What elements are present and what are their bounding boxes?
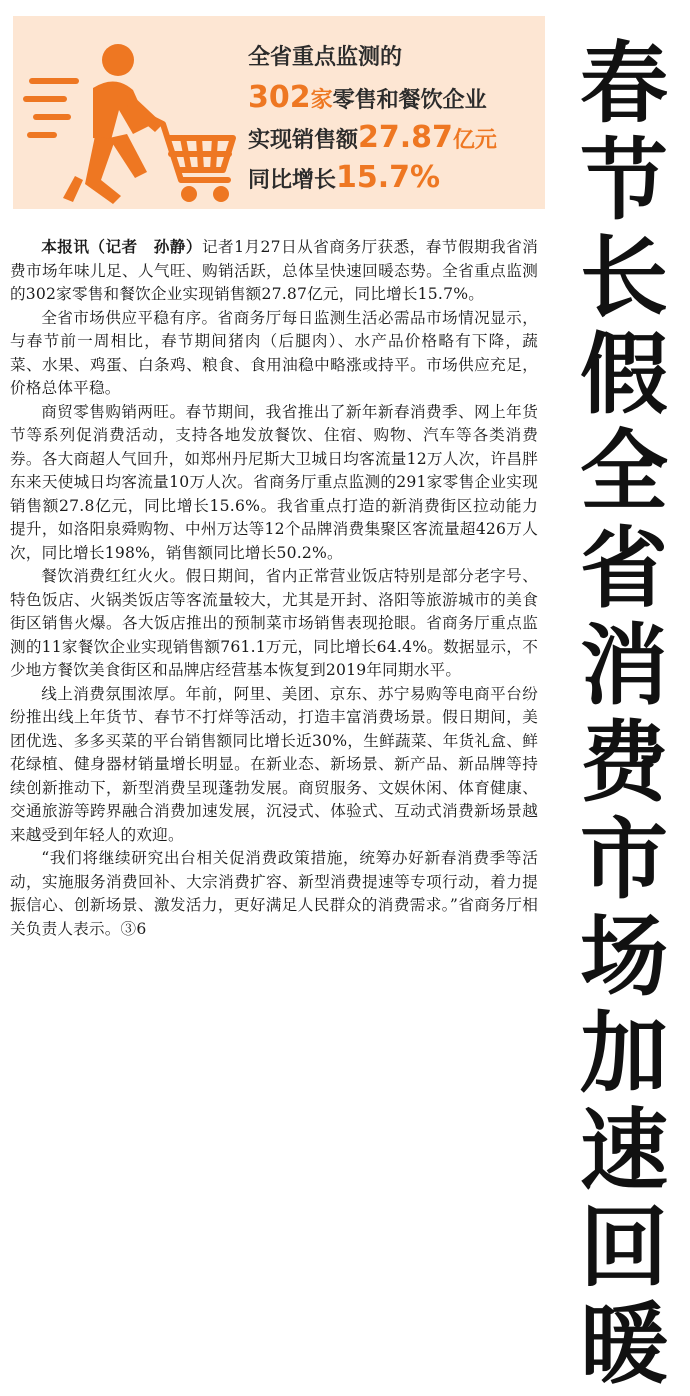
article-paragraph: 餐饮消费红红火火。假日期间，省内正常营业饭店特别是部分老字号、特色饭店、火锅类饭店等客流量较大，尤其是开封、洛阳等旅游城市的美食街区销售火爆。各大饭店推出的预制菜市场销售表现抢眼。省商务厅重点监测的11家餐饮企业实现销售额761.1万元，同比增长64.4%。数据显示，不少地方餐饮美食街区和品牌店经营基本恢复到2019年同期水平。 [10, 567, 538, 679]
headline-char: 回 [579, 1195, 668, 1299]
store-count-unit: 家 [310, 88, 333, 113]
headline-char: 春 [579, 31, 668, 135]
headline-char: 场 [579, 904, 668, 1008]
infobox-line-1: 全省重点监测的 [248, 45, 403, 70]
infobox-line-2: 302家零售和餐饮企业 [248, 80, 487, 115]
article-paragraph: 商贸零售购销两旺。春节期间，我省推出了新年新春消费季、网上年货节等系列促消费活动，支持各地发放餐饮、住宿、购物、汽车等各类消费券。各大商超人气回升，如郑州丹尼斯大卫城日均客流量12万人次，许昌胖东来天使城日均客流量10万人次。省商务厅重点监测的291家零售企业实现销售额27.8亿元，同比增长15.6%。我省重点打造的新消费街区拉动能力提升，如洛阳泉舜购物、中州万达等12个品牌消费集聚区客流量超426万人次，同比增长198%，销售额同比增长50.2%。 [10, 402, 538, 562]
article-paragraph: “我们将继续研究出台相关促消费政策措施，统筹办好新春消费季等活动，实施服务消费回补、大宗消费扩容、新型消费提速等专项行动，着力提振信心、创新场景、激发活力，更好满足人民群众的消费需求。”省商务厅相关负责人表示。③6 [10, 849, 538, 938]
article-paragraph: 全省市场供应平稳有序。省商务厅每日监测生活必需品市场情况显示，与春节前一周相比，春节期间猪肉（后腿肉）、水产品价格略有下降，蔬菜、水果、鸡蛋、白条鸡、粮食、食用油稳中略涨或持平。市场供应充足，价格总体平稳。 [10, 308, 538, 397]
article-paragraph: 本报讯（记者 孙静）记者1月27日从省商务厅获悉，春节假期我省消费市场年味儿足、人气旺、购销活跃，总体呈快速回暖态势。全省重点监测的302家零售和餐饮企业实现销售额27.87亿元，同比增长15.7%。 [10, 238, 538, 303]
headline-char: 费 [579, 710, 668, 814]
store-count: 302 [248, 80, 311, 115]
headline [560, 31, 688, 1396]
article-body [10, 236, 538, 941]
headline-char: 消 [579, 613, 668, 717]
growth-rate: 15.7% [336, 160, 441, 195]
sales-amount-unit: 亿元 [452, 128, 497, 153]
sales-amount: 27.87 [358, 120, 453, 155]
headline-char: 长 [579, 225, 668, 329]
shopping-cart-runner-icon [23, 30, 238, 205]
headline-char: 节 [579, 128, 668, 232]
headline-char: 假 [579, 322, 668, 426]
headline-char: 全 [579, 419, 668, 523]
infobox-line-3: 实现销售额27.87亿元 [248, 120, 497, 155]
infobox-line-4: 同比增长15.7% [248, 160, 441, 195]
stats-infobox [13, 16, 545, 209]
headline-char: 速 [579, 1098, 668, 1202]
article-paragraph: 线上消费氛围浓厚。年前，阿里、美团、京东、苏宁易购等电商平台纷纷推出线上年货节、春节不打烊等活动，打造丰富消费场景。假日期间，美团优选、多多买菜的平台销售额同比增长近30%，生鲜蔬菜、年货礼盒、鲜花绿植、健身器材销量增长明显。在新业态、新场景、新产品、新品牌等持续创新推动下，新型消费呈现蓬勃发展。商贸服务、文娱休闲、体育健康、交通旅游等跨界融合消费加速发展，沉浸式、体验式、互动式消费新场景越来越受到年轻人的欢迎。 [10, 684, 538, 844]
byline: 本报讯（记者 孙静） [41, 238, 202, 256]
infobox-text [248, 38, 543, 198]
headline-char: 市 [579, 807, 668, 911]
headline-char: 加 [579, 1001, 668, 1105]
headline-char: 省 [579, 516, 668, 620]
headline-char: 暖 [579, 1292, 668, 1396]
